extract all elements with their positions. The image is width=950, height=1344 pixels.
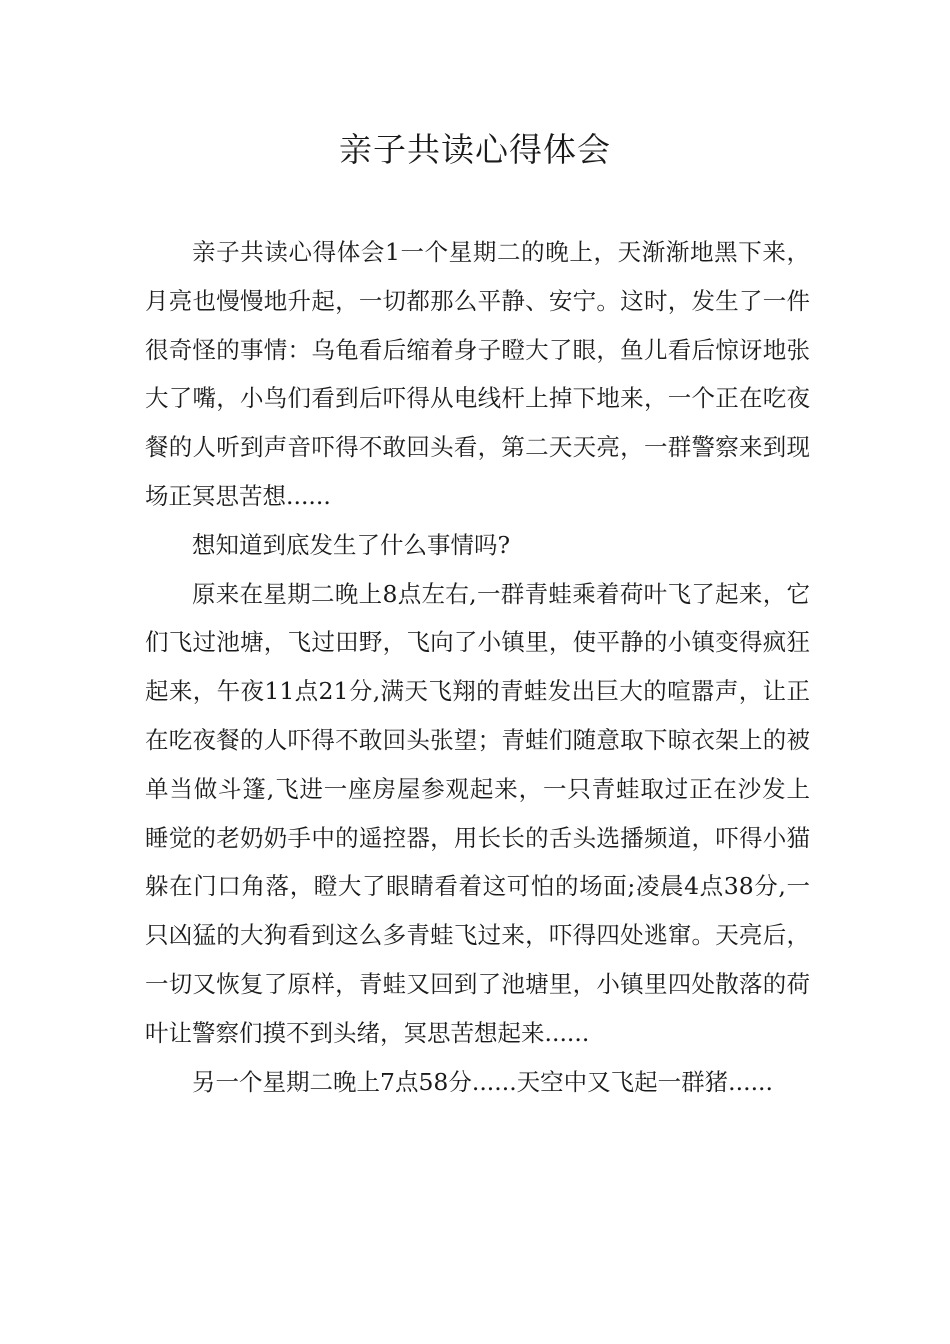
paragraph-3: 原来在星期二晚上8点左右,一群青蛙乘着荷叶飞了起来，它们飞过池塘，飞过田野，飞向了小镇里，使平静的小镇变得疯狂起来，午夜11点21分,满天飞翔的青蛙发出巨大的喧嚣声，让正在吃夜餐的人吓得不敢回头张望；青蛙们随意取下晾衣架上的被单当做斗篷,飞进一座房屋参观起来，一只青蛙取过正在沙发上睡觉的老奶奶手中的遥控器，用长长的舌头选播频道，吓得小猫躲在门口角落，瞪大了眼睛看着这可怕的场面;凌晨4点38分,一只凶猛的大狗看到这么多青蛙飞过来，吓得四处逃窜。天亮后，一切又恢复了原样，青蛙又回到了池塘里，小镇里四处散落的荷叶让警察们摸不到头绪，冥思苦想起来...... — [145, 579, 810, 1047]
paragraph-4: 另一个星期二晚上7点58分......天空中又飞起一群猪...... — [192, 1067, 773, 1096]
document-body — [145, 228, 810, 1106]
paragraph-1: 亲子共读心得体会1一个星期二的晚上，天渐渐地黑下来，月亮也慢慢地升起，一切都那么平静、安宁。这时，发生了一件很奇怪的事情：乌龟看后缩着身子瞪大了眼，鱼儿看后惊讶地张大了嘴，小鸟们看到后吓得从电线杆上掉下地来，一个正在吃夜餐的人听到声音吓得不敢回头看，第二天天亮，一群警察来到现场正冥思苦想...... — [145, 238, 810, 510]
page-title: 亲子共读心得体会 — [339, 130, 611, 169]
paragraph-2: 想知道到底发生了什么事情吗? — [192, 530, 511, 559]
